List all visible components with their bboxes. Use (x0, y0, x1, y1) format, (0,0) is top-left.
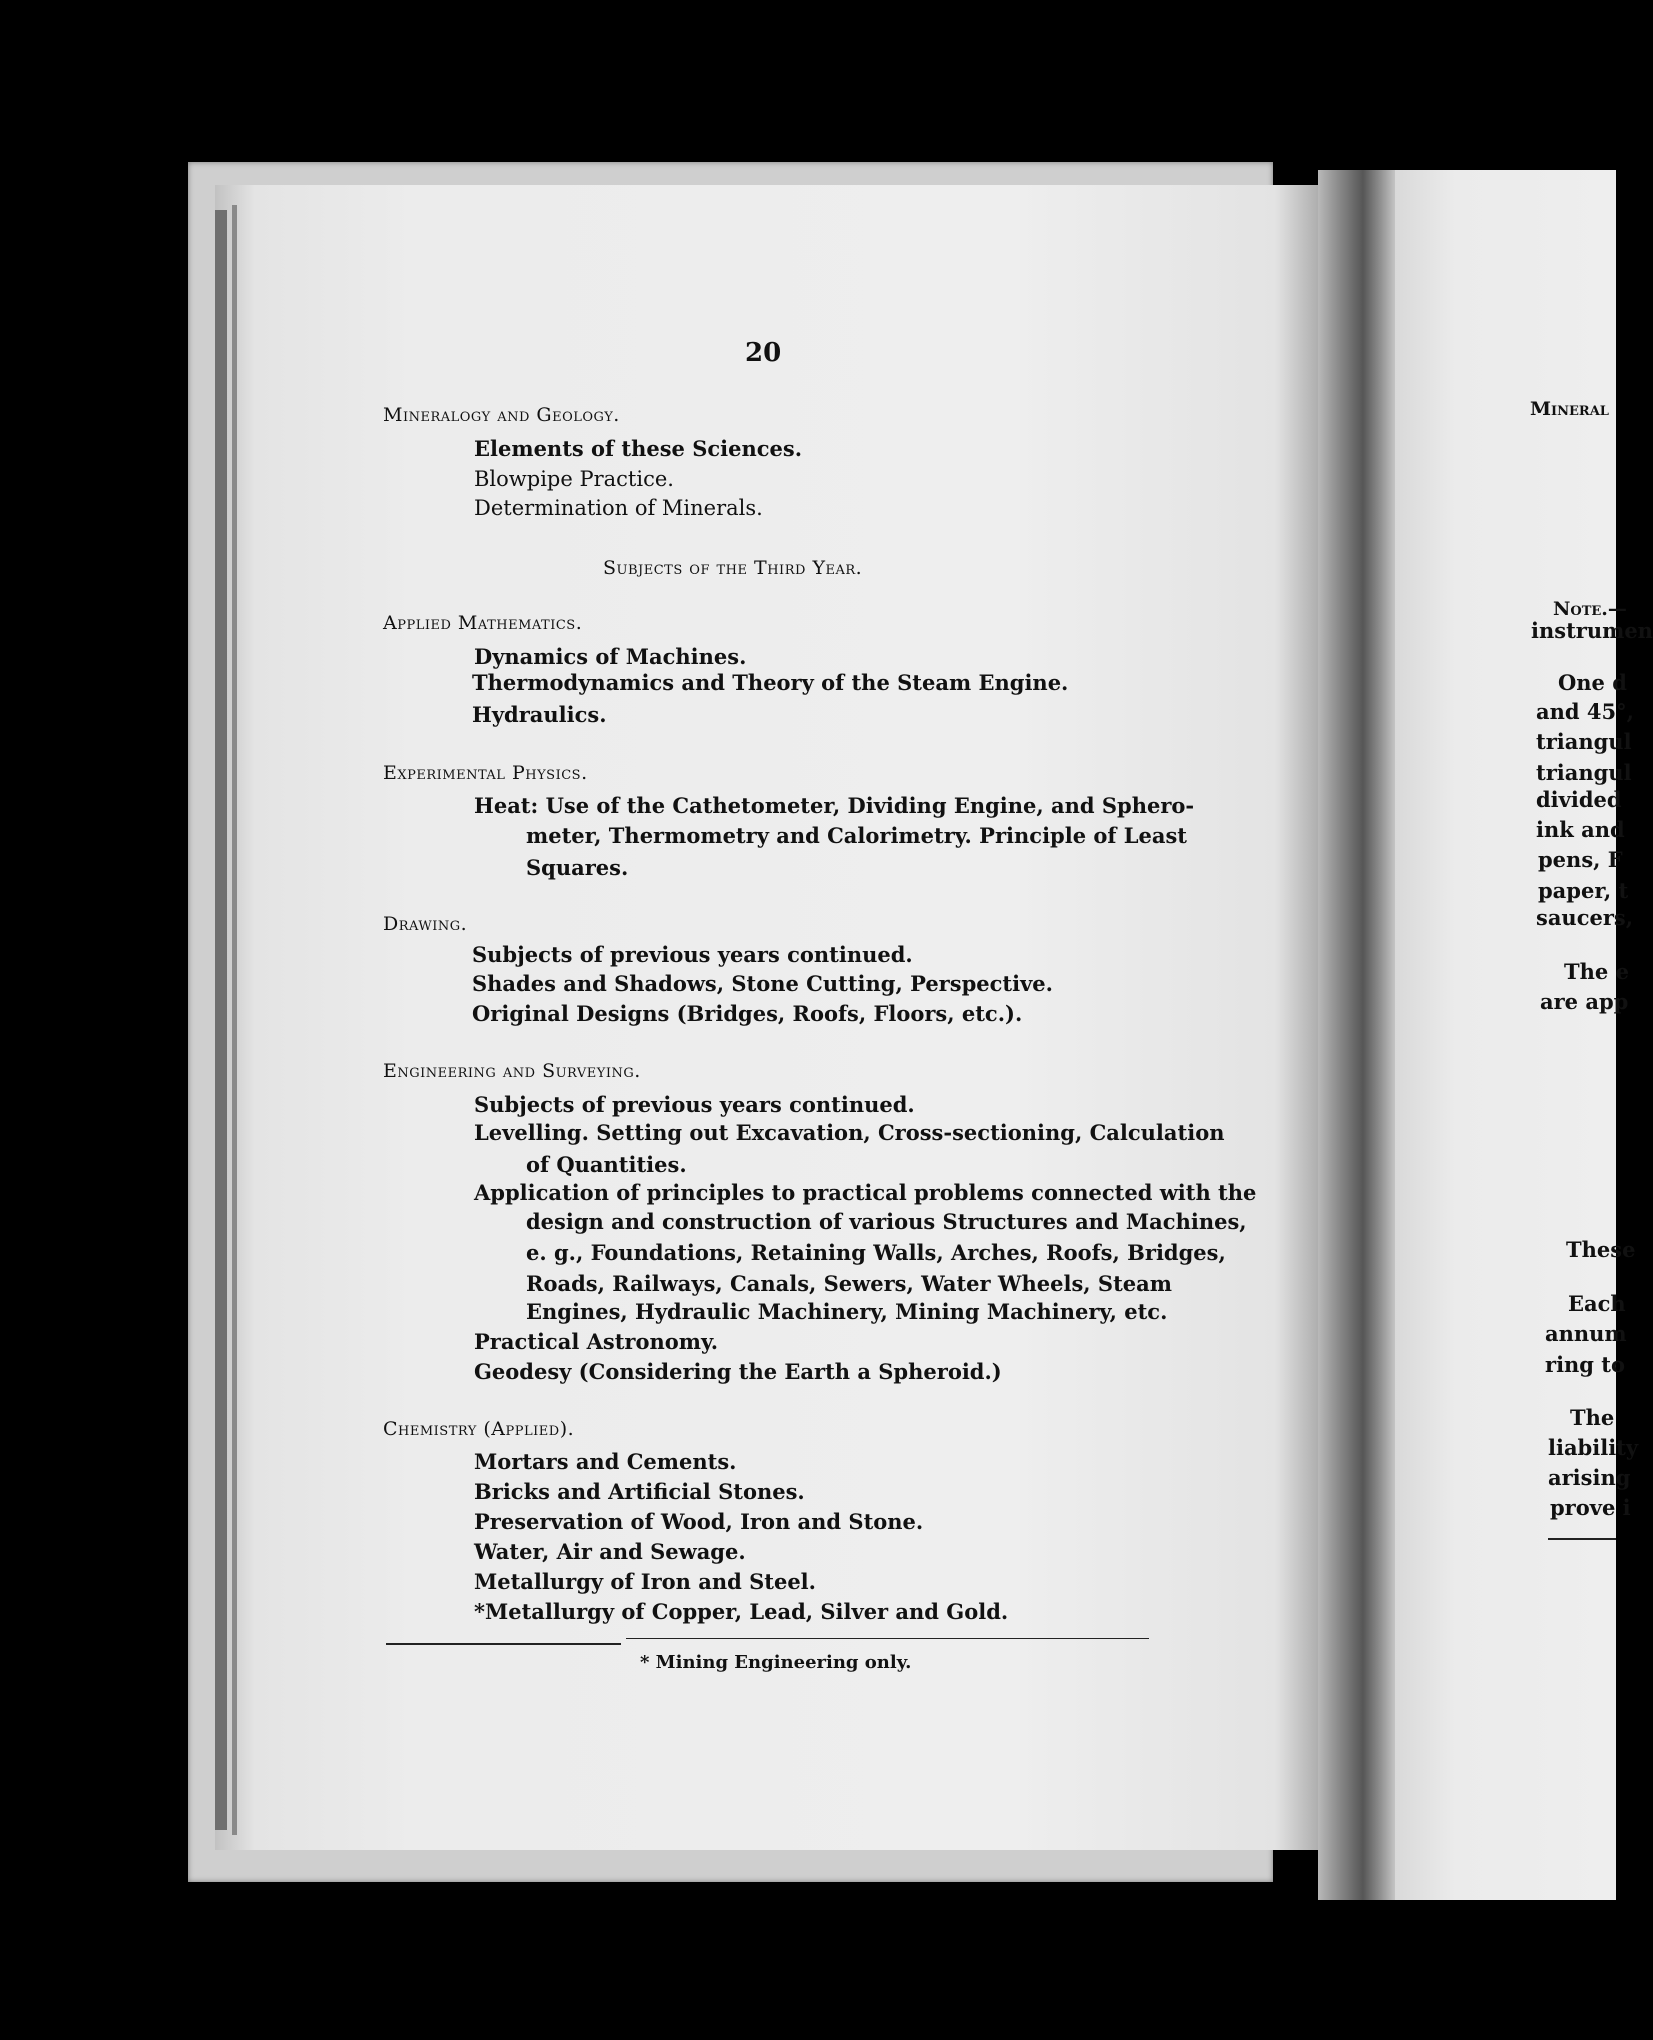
fragment: divided (1536, 787, 1622, 812)
page-number: 20 (745, 338, 782, 368)
list-item: Elements of these Sciences. (474, 436, 803, 461)
third-year-title: Subjects of the Third Year. (603, 557, 863, 579)
section-heading-drawing: Drawing. (383, 913, 468, 935)
text-line: Squares. (526, 855, 629, 880)
text-line: Levelling. Setting out Excavation, Cross-sectioning, Calculation (474, 1120, 1225, 1145)
list-item: Subjects of previous years continued. (472, 942, 913, 967)
section-heading-physics: Experimental Physics. (383, 762, 588, 784)
footnote: * Mining Engineering only. (640, 1652, 912, 1673)
list-item: Bricks and Artificial Stones. (474, 1479, 805, 1504)
fragment: liability (1548, 1435, 1639, 1460)
list-item: Original Designs (Bridges, Roofs, Floors, etc.). (472, 1001, 1023, 1026)
fragment: saucers, (1536, 905, 1634, 930)
footnote-rule (386, 1643, 621, 1645)
text-line: Roads, Railways, Canals, Sewers, Water Wheels, Steam (526, 1271, 1172, 1296)
fragment: These (1566, 1237, 1636, 1262)
list-item: Thermodynamics and Theory of the Steam Engine. (472, 670, 1069, 695)
section-heading-engineering: Engineering and Surveying. (383, 1060, 641, 1082)
list-item: Blowpipe Practice. (474, 467, 674, 491)
fragment: instrumen (1531, 618, 1653, 643)
fragment: pens, F (1538, 847, 1623, 872)
text-line: Heat: Use of the Cathetometer, Dividing Engine, and Sphero- (474, 793, 1195, 818)
list-item: Metallurgy of Iron and Steel. (474, 1569, 816, 1594)
fragment: are app (1540, 989, 1629, 1014)
fragment: prove i (1550, 1495, 1631, 1520)
fragment: The (1570, 1405, 1615, 1430)
text-line: Application of principles to practical problems connected with the (474, 1180, 1257, 1205)
list-item: Preservation of Wood, Iron and Stone. (474, 1509, 924, 1534)
fragment: triangul (1536, 760, 1632, 785)
fragment: triangul (1536, 729, 1632, 754)
text-line: Subjects of previous years continued. (474, 1092, 915, 1117)
list-item: *Metallurgy of Copper, Lead, Silver and Gold. (474, 1599, 1009, 1624)
list-item: Dynamics of Machines. (474, 644, 747, 669)
text-line: of Quantities. (526, 1152, 687, 1177)
fragment: ring to (1545, 1352, 1626, 1377)
fragment: Each (1568, 1291, 1626, 1316)
section-heading-mineralogy: Mineralogy and Geology. (383, 404, 620, 426)
page-edge (215, 210, 227, 1830)
fragment: and 45°, (1536, 699, 1634, 724)
list-item: Shades and Shadows, Stone Cutting, Perspective. (472, 971, 1053, 996)
page-edge (232, 205, 237, 1835)
list-item: Mortars and Cements. (474, 1449, 737, 1474)
fragment: annum (1545, 1321, 1627, 1346)
fragment: Mineral (1530, 398, 1609, 420)
list-item: Hydraulics. (472, 702, 607, 727)
text-line: Engines, Hydraulic Machinery, Mining Machinery, etc. (526, 1299, 1168, 1324)
text-line: Geodesy (Considering the Earth a Spheroid.) (474, 1359, 1002, 1384)
book-gutter (1318, 170, 1398, 1900)
fragment: The e (1564, 959, 1629, 984)
footnote-rule (626, 1638, 1149, 1639)
fragment: One d (1558, 670, 1627, 695)
text-line: meter, Thermometry and Calorimetry. Principle of Least (526, 823, 1187, 848)
right-rule (1548, 1538, 1616, 1540)
section-heading-applied-math: Applied Mathematics. (383, 612, 583, 634)
section-heading-chemistry: Chemistry (Applied). (383, 1418, 575, 1440)
list-item: Water, Air and Sewage. (474, 1539, 746, 1564)
fragment: Note.— (1553, 598, 1627, 620)
fragment: ink and (1536, 817, 1625, 842)
list-item: Determination of Minerals. (474, 496, 763, 520)
right-page (1395, 170, 1616, 1900)
text-line: design and construction of various Structures and Machines, (526, 1209, 1247, 1234)
fragment: arising (1548, 1465, 1631, 1490)
text-line: e. g., Foundations, Retaining Walls, Arches, Roofs, Bridges, (526, 1240, 1226, 1265)
text-line: Practical Astronomy. (474, 1329, 719, 1354)
fragment: paper, t (1538, 878, 1629, 903)
